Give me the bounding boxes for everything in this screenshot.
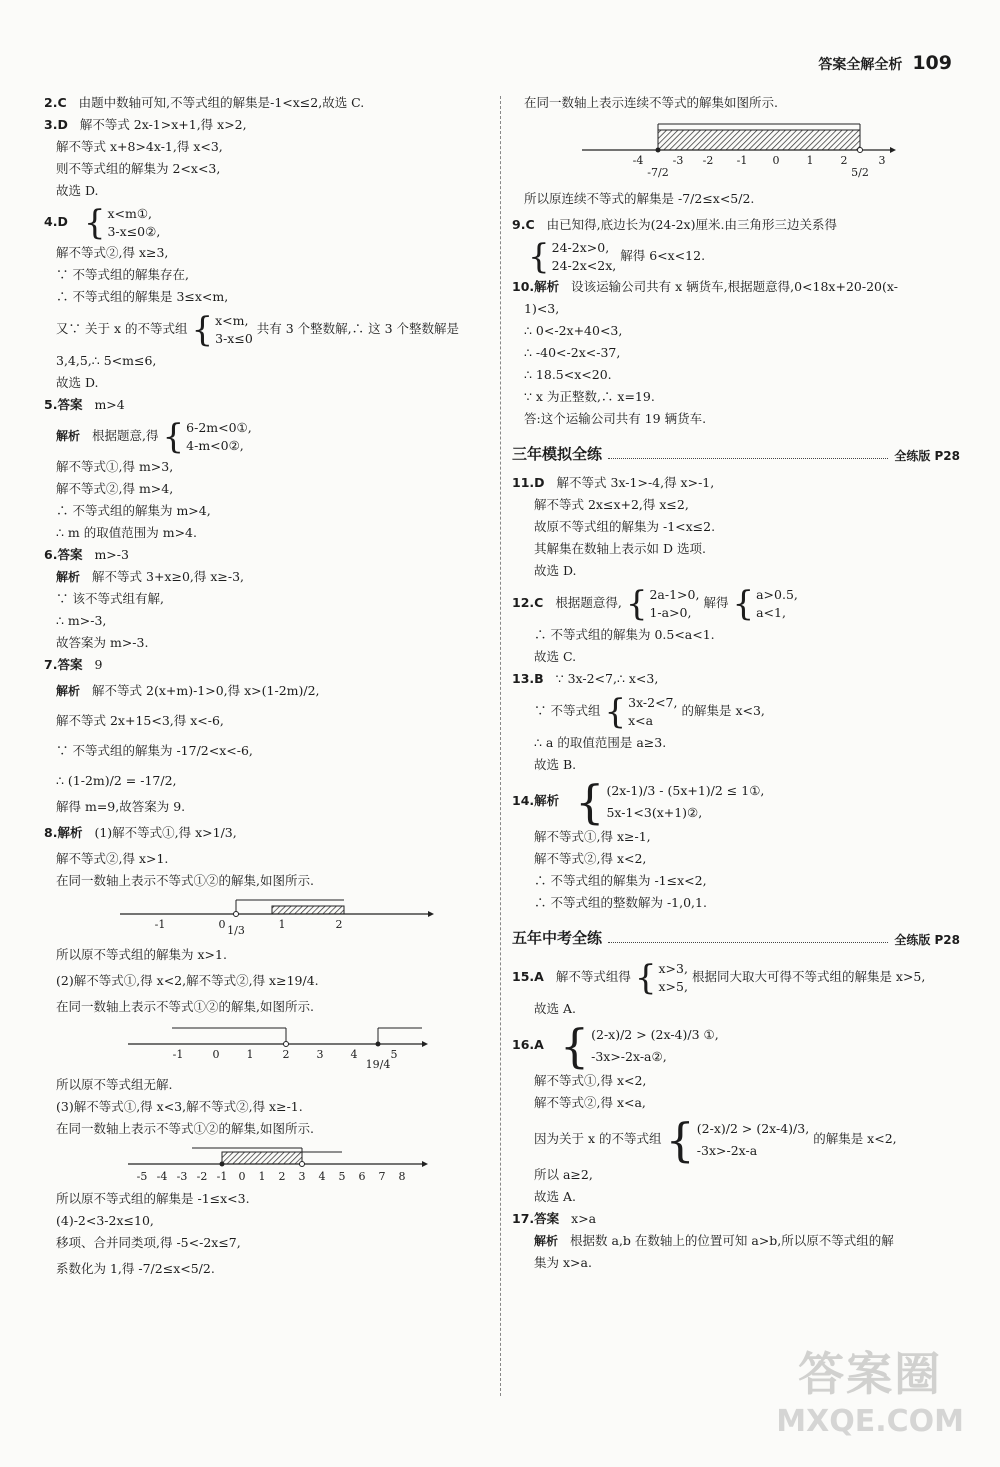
page-number: 109 [912, 52, 952, 74]
answer-text: 解不等式②,得 m>4, [56, 481, 174, 496]
answer-text: ∴ 不等式组的解集为 0.5<a<1. [534, 627, 715, 642]
tick-label: 2 [335, 918, 343, 931]
answer-text [44, 308, 489, 350]
tick-label: 5 [338, 1170, 346, 1183]
answer-text: 答:这个运输公司共有 19 辆货车. [524, 411, 707, 426]
sys-row: 3-x≤0 [215, 330, 253, 346]
tick-label: 3 [316, 1048, 324, 1061]
answer-text: 解不等式②,得 x<2, [534, 851, 647, 866]
q-number: 7.答案 [44, 657, 83, 672]
answer-text: 移项、合并同类项,得 -5<-2x≤7, [56, 1235, 241, 1250]
text: 根据数 a,b 在数轴上的位置可知 a>b,所以原不等式组的解 [570, 1233, 894, 1248]
answer-15 [512, 956, 960, 998]
answer-text [512, 1230, 960, 1252]
sys-row: -3x>-2x-a [696, 1142, 758, 1158]
answer-text: 解不等式①,得 x≥-1, [534, 829, 651, 844]
equation-system: { 2a-1>0, 1-a>0, [625, 583, 700, 624]
answer-text: 解不等式 x+8>4x-1,得 x<3, [56, 139, 223, 154]
answer-text: ∵ 3x-2<7,∴ x<3, [555, 671, 659, 686]
answer-text: ∴ 18.5<x<20. [524, 367, 612, 382]
answer-text: 故选 A. [534, 1001, 576, 1016]
page-header [818, 52, 952, 74]
answer-text: ∴ -40<-2x<-37, [524, 345, 621, 360]
number-line-3 [122, 1144, 489, 1184]
equation-system: { (2-x)/2 > (2x-4)/3 ①, -3x>-2x-a②, [559, 1018, 719, 1073]
left-column [44, 92, 489, 1284]
header-title: 答案全解全析 [818, 57, 903, 73]
answer-text: (3)解不等式①,得 x<3,解不等式②,得 x≥-1. [56, 1099, 303, 1114]
answer-text: 9 [94, 657, 103, 672]
answer-text: 故选 D. [56, 375, 99, 390]
answer-text: ∴ 不等式组的整数解为 -1,0,1. [534, 895, 707, 910]
q-number: 12.C [512, 595, 544, 610]
answer-text: 在同一数轴上表示不等式①②的解集,如图所示. [56, 999, 314, 1014]
answer-5 [44, 394, 489, 416]
axis-arrow [422, 1041, 428, 1047]
answer-text: ∵ 该不等式组有解, [56, 591, 164, 606]
answer-text: 解不等式①,得 m>3, [56, 459, 174, 474]
answer-text: ∴ a 的取值范围是 a≥3. [534, 735, 667, 750]
open-point [858, 148, 863, 153]
text: 又∵ 关于 x 的不等式组 [56, 321, 188, 336]
equation-system: { 3x-2<7, x<a [604, 691, 678, 732]
equation-system: { (2-x)/2 > (2x-4)/3, -3x>-2x-a [665, 1112, 810, 1167]
answer-text: 解得 m=9,故答案为 9. [56, 799, 186, 814]
answer-text: 所以 a≥2, [534, 1167, 593, 1182]
sys-row: a<1, [756, 604, 786, 620]
sys-row: 2a-1>0, [649, 586, 700, 602]
answer-text: 在同一数轴上表示不等式①②的解集,如图所示. [56, 873, 314, 888]
equation-system: { 24-2x>0, 24-2x<2x, [528, 236, 617, 277]
answer-9 [512, 214, 960, 236]
answer-text: (4)-2<3-2x≤10, [56, 1213, 154, 1228]
text: 根据同大取大可得不等式组的解集是 x>5, [691, 969, 926, 984]
text: 解得 6<x<12. [620, 248, 706, 263]
answer-text: 由已知得,底边长为(24-2x)厘米.由三角形三边关系得 [546, 217, 837, 232]
tick-label: 2 [278, 1170, 286, 1183]
tick-label: 1 [806, 154, 814, 167]
sys-row: (2x-1)/3 - (5x+1)/2 ≤ 1①, [606, 782, 765, 798]
column-divider [500, 96, 501, 1396]
answer-text: m>4 [94, 397, 125, 412]
answer-text: 故选 D. [56, 183, 99, 198]
solution-region [272, 906, 344, 914]
dotted-leader [608, 942, 888, 943]
number-line-1-svg [114, 896, 434, 940]
tick-label: -2 [196, 1170, 208, 1183]
answer-2 [44, 92, 489, 114]
answer-text [512, 1112, 960, 1167]
answer-text: (2)解不等式①,得 x<2,解不等式②,得 x≥19/4. [56, 973, 319, 988]
q-number: 17.答案 [512, 1211, 560, 1226]
text: ∵ 不等式组 [534, 703, 601, 718]
sys-row: 4-m<0②, [186, 437, 244, 453]
open-point [234, 912, 239, 917]
tick-label: -4 [156, 1170, 168, 1183]
answer-text: ∴ 0<-2x+40<3, [524, 323, 623, 338]
answer-text: 所以原不等式组的解集为 x>1. [56, 947, 227, 962]
answer-14 [512, 774, 960, 829]
section-ref: 全练版 P28 [894, 449, 960, 463]
answer-text: 解不等式①,得 x<2, [534, 1073, 647, 1088]
answer-text: m>-3 [94, 547, 129, 562]
answer-17 [512, 1208, 960, 1230]
number-line-4-svg [582, 118, 902, 180]
right-column [512, 92, 960, 1274]
text: 的解集是 x<2, [813, 1131, 897, 1146]
equation-system: { (2x-1)/3 - (5x+1)/2 ≤ 1①, 5x-1<3(x+1)②, [575, 774, 765, 829]
axis-arrow [422, 1161, 428, 1167]
tick-label: 7 [378, 1170, 386, 1183]
tick-label: 0 [218, 918, 226, 931]
equation-system: { x<m, 3-x≤0 [191, 309, 253, 350]
answer-text: 解不等式②,得 x>1. [56, 851, 169, 866]
answer-text: ∵ x 为正整数,∴ x=19. [524, 389, 655, 404]
q-number: 3.D [44, 117, 68, 132]
open-point [284, 1042, 289, 1047]
watermark-url: MXQE.COM [776, 1404, 964, 1439]
answer-12 [512, 582, 960, 624]
answer-text: 解不等式 3x-1>-4,得 x>-1, [556, 475, 715, 490]
sys-row: x<m, [215, 312, 249, 328]
answer-text: ∴ m 的取值范围为 m>4. [56, 525, 197, 540]
q-number: 2.C [44, 95, 67, 110]
open-point [300, 1162, 305, 1167]
tick-label: -4 [632, 154, 644, 167]
answer-text: x>a [571, 1211, 597, 1226]
answer-text: 其解集在数轴上表示如 D 选项. [534, 541, 706, 556]
answer-text: 故原不等式组的解集为 -1<x≤2. [534, 519, 716, 534]
answer-text: 故选 B. [534, 757, 577, 772]
equation-system: { x>3, x>5, [634, 957, 688, 998]
answer-text: 所以原连续不等式的解集是 -7/2≤x<5/2. [524, 191, 755, 206]
analysis-tag: 解析 [56, 429, 81, 443]
tick-label: 1 [278, 918, 286, 931]
tick-label: -5 [136, 1170, 148, 1183]
text: 解不等式 2(x+m)-1>0,得 x>(1-2m)/2, [92, 683, 320, 698]
watermark-text: 答案圈 [798, 1347, 943, 1401]
answer-text: ∴ 不等式组的解集为 m>4, [56, 503, 211, 518]
sys-row: 6-2m<0①, [186, 419, 252, 435]
tick-label: 5/2 [851, 166, 869, 179]
tick-label: 8 [398, 1170, 406, 1183]
tick-label: 0 [238, 1170, 246, 1183]
answer-text: 则不等式组的解集为 2<x<3, [56, 161, 221, 176]
analysis-tag: 解析 [56, 570, 81, 584]
answer-text: 故选 A. [534, 1189, 576, 1204]
analysis-tag: 解析 [534, 1234, 559, 1248]
answer-6 [44, 544, 489, 566]
answer-text: ∴ 不等式组的解集是 3≤x<m, [56, 289, 229, 304]
answer-text [512, 236, 960, 276]
q-number: 16.A [512, 1037, 544, 1052]
answer-text: ∴ m>-3, [56, 613, 107, 628]
answer-text: 解不等式 2x≤x+2,得 x≤2, [534, 497, 689, 512]
answer-text [44, 566, 489, 588]
number-line-3-svg [122, 1144, 432, 1184]
answer-16 [512, 1018, 960, 1073]
tick-label: -3 [672, 154, 684, 167]
sys-row: (2-x)/2 > (2x-4)/3, [696, 1120, 810, 1136]
text: 根据题意,得 [92, 428, 159, 443]
answer-7 [44, 654, 489, 676]
answer-3 [44, 114, 489, 136]
answer-text: 在同一数轴上表示不等式①②的解集,如图所示. [56, 1121, 314, 1136]
equation-system: { a>0.5, a<1, [732, 583, 798, 624]
sys-row: 5x-1<3(x+1)②, [606, 804, 703, 820]
answer-text [44, 416, 489, 456]
sys-row: 24-2x>0, [551, 239, 610, 255]
dotted-leader [608, 458, 888, 459]
number-line-4 [582, 118, 960, 180]
answer-11 [512, 472, 960, 494]
answer-text: 系数化为 1,得 -7/2≤x<5/2. [56, 1261, 215, 1276]
answer-text: 所以原不等式组无解. [56, 1077, 173, 1092]
answer-text: 设该运输公司共有 x 辆货车,根据题意得,0<18x+20-20(x- [571, 279, 898, 294]
tick-label: 4 [318, 1170, 326, 1183]
answer-text: 故选 C. [534, 649, 577, 664]
analysis-tag: 解析 [56, 684, 81, 698]
sys-row: x>5, [658, 978, 688, 994]
answer-text: ∵ 不等式组的解集为 -17/2<x<-6, [56, 743, 253, 758]
solution-region [658, 130, 860, 150]
answer-4 [44, 202, 489, 242]
tick-label: 6 [358, 1170, 366, 1183]
answer-text: 集为 x>a. [534, 1255, 592, 1270]
number-line-2-svg [122, 1022, 432, 1070]
tick-label: 1 [246, 1048, 254, 1061]
q-number: 4.D [44, 214, 68, 229]
answer-text: 1)<3, [524, 301, 560, 316]
sys-row: x>3, [658, 960, 688, 976]
solution-region [222, 1152, 302, 1164]
answer-text: 解不等式 2x+15<3,得 x<-6, [56, 713, 224, 728]
text: 解得 [703, 595, 729, 610]
tick-label: -1 [172, 1048, 184, 1061]
answer-text: 所以原不等式组的解集是 -1≤x<3. [56, 1191, 250, 1206]
tick-label: 0 [772, 154, 780, 167]
q-number: 10.解析 [512, 279, 560, 294]
tick-label: -2 [702, 154, 714, 167]
answer-text: 解不等式 2x-1>x+1,得 x>2, [79, 117, 247, 132]
equation-system: { x<m①, 3-x≤0②, [83, 202, 161, 243]
sys-row: 1-a>0, [649, 604, 692, 620]
tick-label: -1 [154, 918, 166, 931]
text: 解不等式组得 [555, 969, 631, 984]
tick-label: 2 [282, 1048, 290, 1061]
sys-row: x<a [628, 712, 654, 728]
section-ref: 全练版 P28 [894, 933, 960, 947]
answer-text: ∵ 不等式组的解集存在, [56, 267, 189, 282]
answer-10 [512, 276, 960, 298]
q-number: 6.答案 [44, 547, 83, 562]
q-number: 13.B [512, 671, 544, 686]
equation-system: { 6-2m<0①, 4-m<0②, [162, 416, 252, 457]
tick-label: 19/4 [365, 1058, 391, 1071]
tick-label: 1 [258, 1170, 266, 1183]
tick-label: -1 [216, 1170, 228, 1183]
answer-text: (1)解不等式①,得 x>1/3, [94, 825, 237, 840]
answer-text [44, 676, 489, 706]
q-number: 15.A [512, 969, 544, 984]
closed-point [220, 1162, 225, 1167]
number-line-1 [114, 896, 489, 940]
section-title: 三年模拟全练 [512, 445, 603, 463]
tick-label: 3 [298, 1170, 306, 1183]
answer-13 [512, 668, 960, 690]
text: 根据题意得, [555, 595, 622, 610]
axis-arrow [428, 911, 434, 917]
watermark-logo [776, 1338, 964, 1439]
tick-label: 2 [840, 154, 848, 167]
answer-text: ∴ 不等式组的解集为 -1≤x<2, [534, 873, 707, 888]
text: 因为关于 x 的不等式组 [534, 1131, 662, 1146]
sys-row: x<m①, [107, 205, 153, 221]
sys-row: (2-x)/2 > (2x-4)/3 ①, [591, 1026, 719, 1042]
answer-text: 3,4,5,∴ 5<m≤6, [56, 353, 157, 368]
answer-text: 在同一数轴上表示连续不等式的解集如图所示. [524, 95, 778, 110]
text: 共有 3 个整数解,∴ 这 3 个整数解是 [256, 321, 460, 336]
tick-label: -3 [176, 1170, 188, 1183]
section-title: 五年中考全练 [512, 929, 603, 947]
answer-text: 故选 D. [534, 563, 577, 578]
tick-label: 3 [878, 154, 886, 167]
answer-text: ∴ (1-2m)/2 = -17/2, [56, 773, 177, 788]
sys-row: 24-2x<2x, [551, 257, 617, 273]
closed-point [376, 1042, 381, 1047]
tick-label: 5 [390, 1048, 398, 1061]
number-line-2 [122, 1022, 489, 1070]
text: 解不等式 3+x≥0,得 x≥-3, [92, 569, 245, 584]
q-number: 8.解析 [44, 825, 83, 840]
q-number: 11.D [512, 475, 545, 490]
answer-text: 由题中数轴可知,不等式组的解集是-1<x≤2,故选 C. [78, 95, 365, 110]
answer-8 [44, 818, 489, 848]
q-number: 5.答案 [44, 397, 83, 412]
tick-label: 1/3 [227, 924, 245, 937]
tick-label: 0 [212, 1048, 220, 1061]
closed-point [656, 148, 661, 153]
q-number: 9.C [512, 217, 535, 232]
answer-text: 解不等式②,得 x<a, [534, 1095, 646, 1110]
text: 的解集是 x<3, [681, 703, 765, 718]
q-number: 14.解析 [512, 793, 560, 808]
tick-label: -1 [736, 154, 748, 167]
tick-label: 4 [350, 1048, 358, 1061]
axis-arrow [890, 147, 896, 153]
tick-label: -7/2 [647, 166, 669, 179]
section-header-2 [512, 926, 960, 948]
answer-text [512, 690, 960, 732]
sys-row: 3-x≤0②, [107, 223, 161, 239]
answer-text: 故答案为 m>-3. [56, 635, 149, 650]
answer-text: 解不等式②,得 x≥3, [56, 245, 169, 260]
sys-row: 3x-2<7, [628, 694, 678, 710]
sys-row: -3x>-2x-a②, [591, 1048, 667, 1064]
sys-row: a>0.5, [756, 586, 798, 602]
section-header-1 [512, 442, 960, 464]
